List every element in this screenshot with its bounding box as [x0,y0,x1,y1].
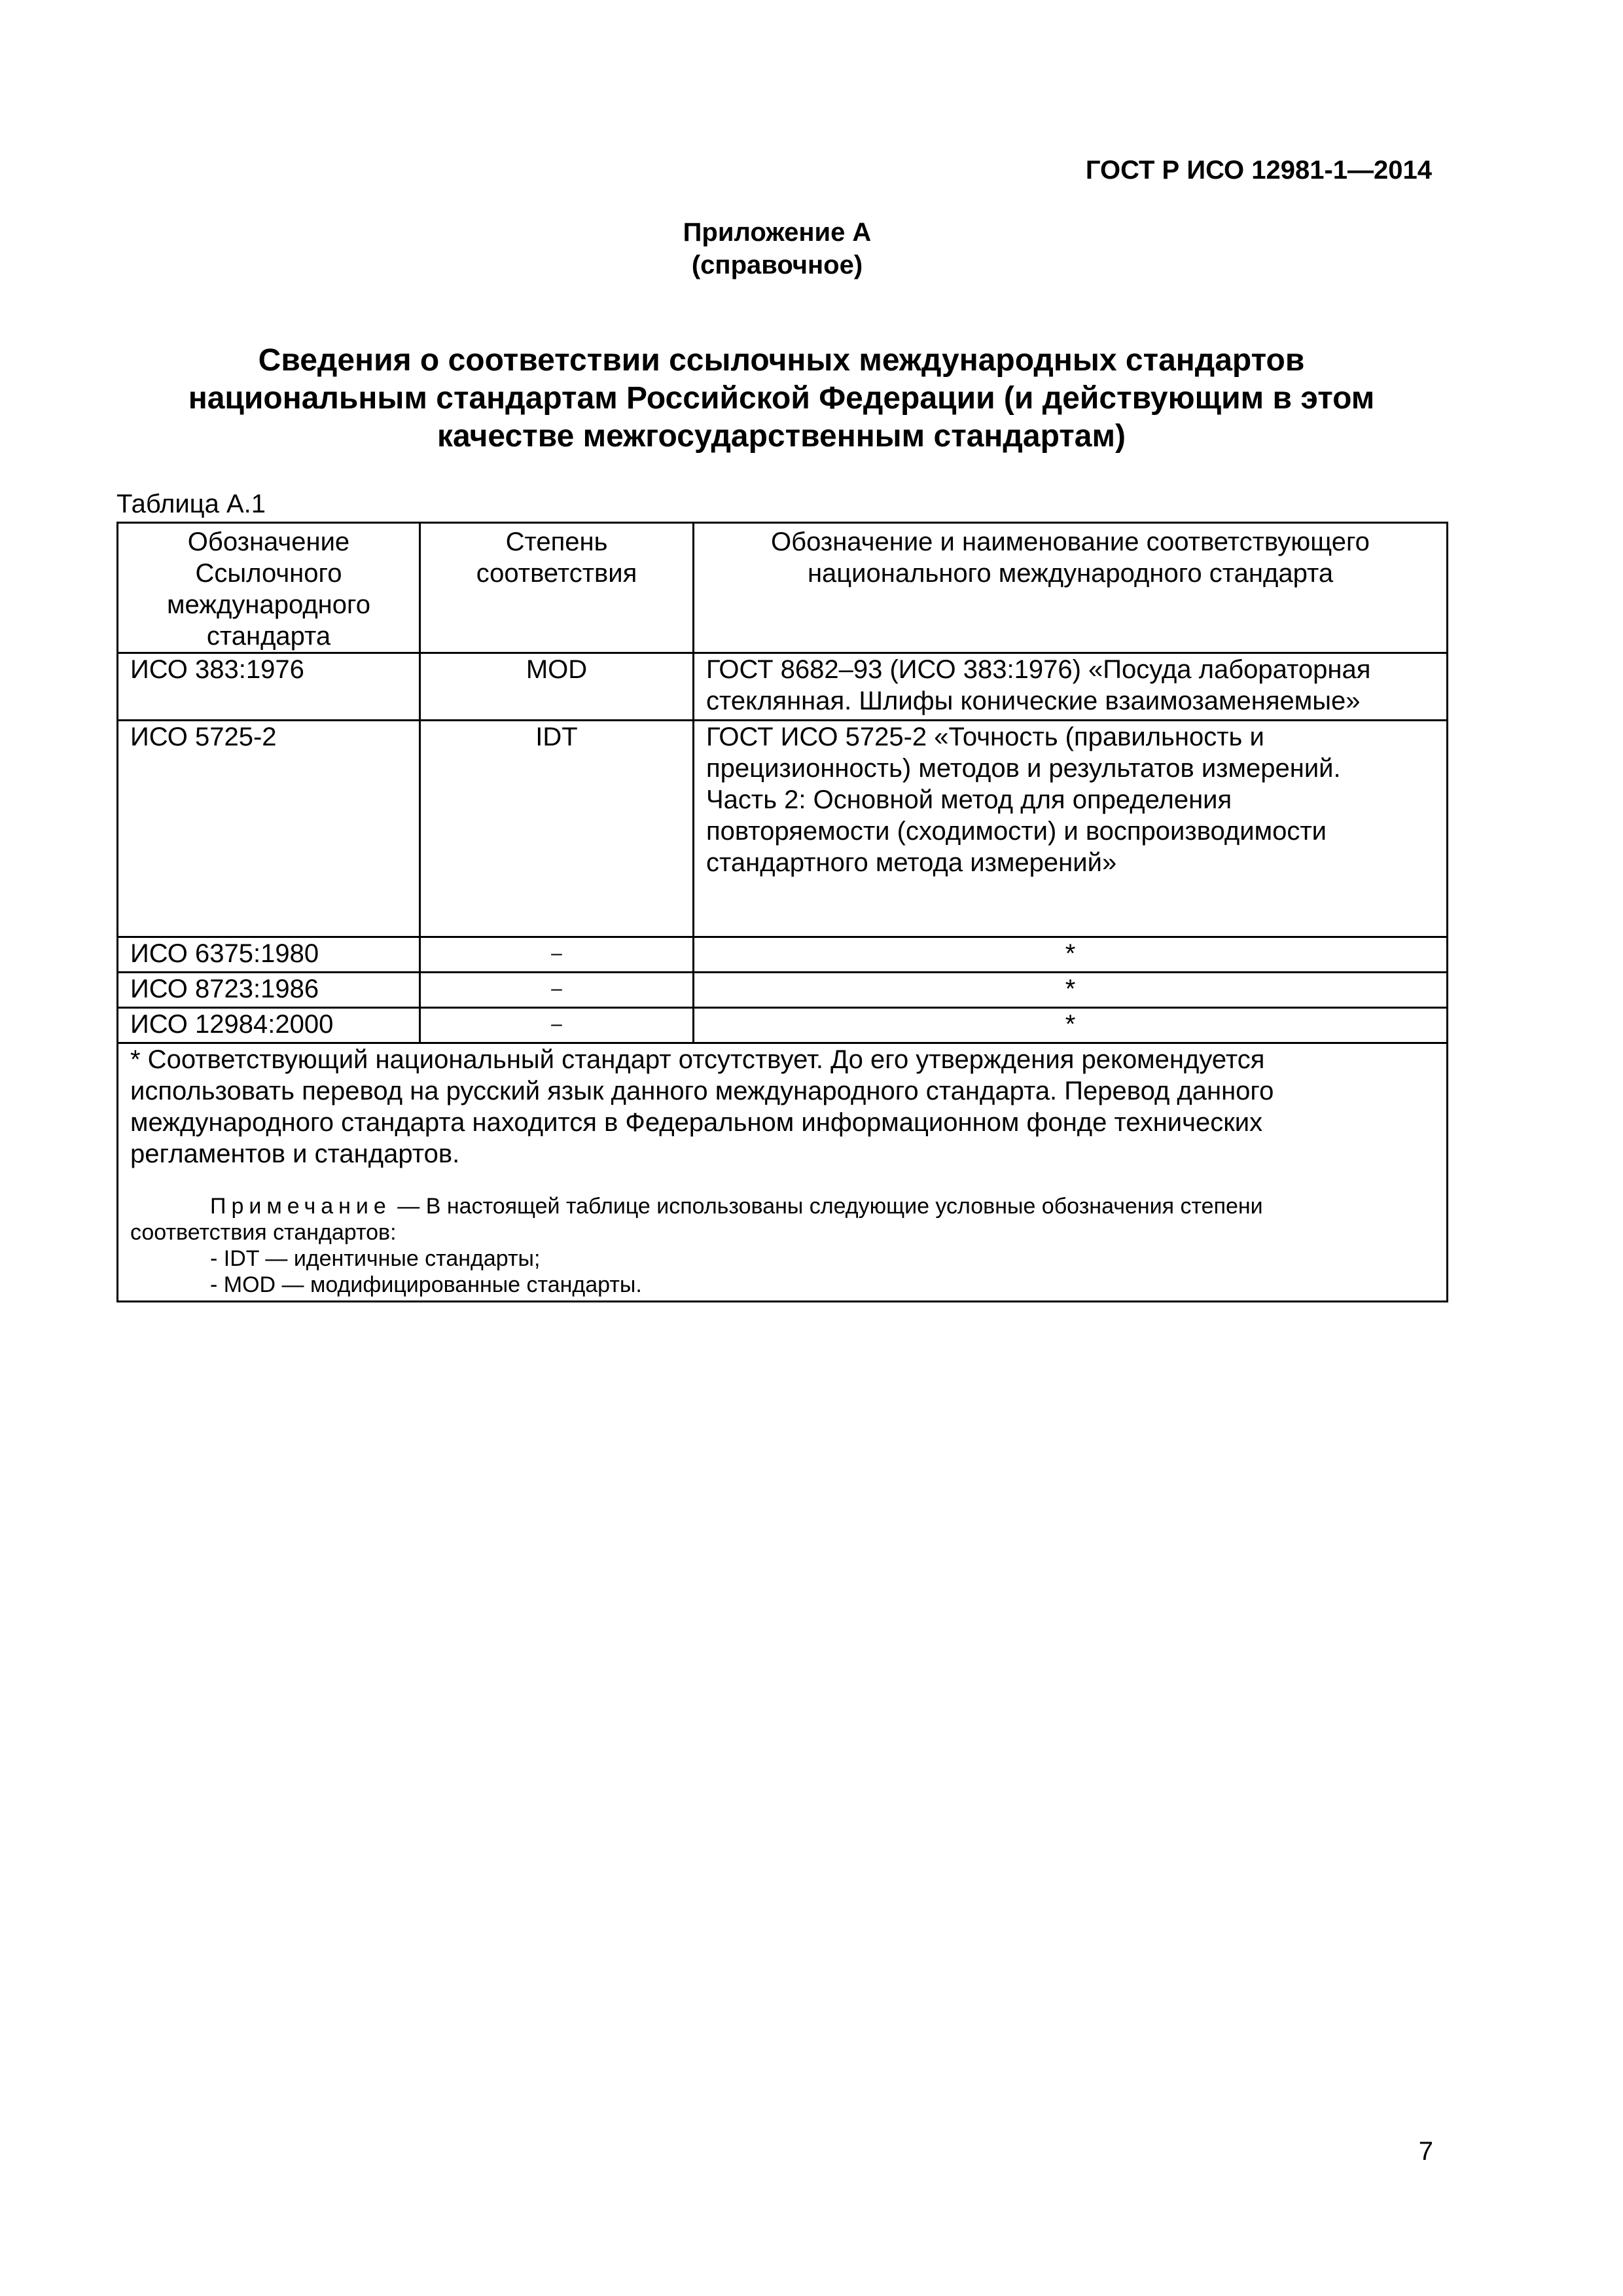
footnote-line: * Соответствующий национальный стандарт отсутствует. До его утверждения рекомендуется [130,1045,1265,1074]
note-item-mod: - MOD — модифицированные стандарты. [210,1272,642,1297]
cell-national-standard: * [694,1008,1448,1043]
note-text: — В настоящей таблице использованы следующие условные обозначения степени [391,1194,1263,1219]
cell-national-standard [694,721,1448,937]
cell-line: прецизионность) методов и результатов измерений. [706,754,1341,783]
cell-designation: ИСО 6375:1980 [118,937,420,973]
cell-degree: – [420,937,694,973]
cell-national-standard: * [694,973,1448,1008]
footnote-line: использовать перевод на русский язык данного международного стандарта. Перевод данного [130,1077,1274,1105]
note-label: Примечание [210,1194,391,1219]
annex-type: (справочное) [691,251,863,279]
cell-designation: ИСО 8723:1986 [118,973,420,1008]
annex-title-line: Сведения о соответствии ссылочных международных стандартов [258,343,1305,378]
annex-title-line: национальным стандартам Российской Федерации (и действующим в этом [188,381,1375,416]
standard-code: ГОСТ Р ИСО 12981-1—2014 [1085,156,1432,185]
header-line: Степень [505,528,608,556]
cell-line: повторяемости (сходимости) и воспроизводимости [706,817,1327,846]
footnote-line: международного стандарта находится в Федеральном информационном фонде технических [130,1108,1263,1137]
header-line: стандарта [206,622,331,651]
note-first-line [130,1193,1435,1219]
note-text-continued: соответствия стандартов: [130,1220,397,1245]
cell-degree: MOD [420,653,694,721]
page-number: 7 [1418,2137,1433,2166]
table-row [118,973,1448,1008]
cell-designation: ИСО 12984:2000 [118,1008,420,1043]
table-row [118,653,1448,721]
cell-degree: IDT [420,721,694,937]
cell-national-standard: * [694,937,1448,973]
cell-line: стеклянная. Шлифы конические взаимозаменяемые» [706,687,1361,715]
annex-title [118,342,1445,456]
header-degree [420,523,694,653]
cell-line: ГОСТ ИСО 5725-2 «Точность (правильность и [706,723,1264,751]
table-caption: Таблица А.1 [116,490,266,518]
header-line: национального международного стандарта [807,559,1334,588]
table-header-row [118,523,1448,653]
footnote [130,1044,1435,1170]
cell-national-standard [694,653,1448,721]
table-row [118,1008,1448,1043]
compliance-table [116,522,1448,1302]
cell-designation: ИСО 383:1976 [118,653,420,721]
note-item-idt: - IDT — идентичные стандарты; [210,1246,541,1271]
footnote-line: регламентов и стандартов. [130,1139,460,1168]
table-row [118,937,1448,973]
footnote-cell [118,1043,1448,1302]
header-line: соответствия [476,559,637,588]
cell-degree: – [420,1008,694,1043]
header-line: Обозначение [187,528,350,556]
cell-designation: ИСО 5725-2 [118,721,420,937]
header-line: Обозначение и наименование соответствующего [771,528,1370,556]
cell-line: стандартного метода измерений» [706,848,1117,877]
table-row [118,721,1448,937]
annex-label: Приложение А [683,218,872,247]
table-footnote-row [118,1043,1448,1302]
header-line: международного [167,590,370,619]
header-designation [118,523,420,653]
header-line: Ссылочного [195,559,342,588]
annex-heading [0,216,1554,281]
cell-degree: – [420,973,694,1008]
cell-line: Часть 2: Основной метод для определения [706,785,1232,814]
header-national-standard [694,523,1448,653]
cell-line: ГОСТ 8682–93 (ИСО 383:1976) «Посуда лабораторная [706,655,1371,684]
annex-title-line: качестве межгосударственным стандартам) [437,419,1126,454]
table-note [130,1193,1435,1298]
